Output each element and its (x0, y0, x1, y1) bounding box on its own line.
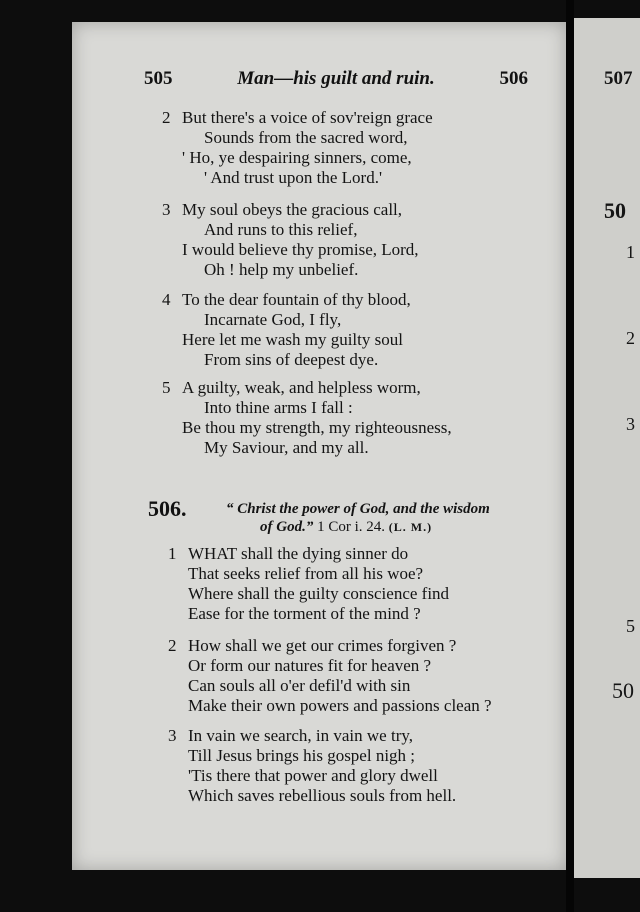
right-page-fragment: 2 (626, 328, 635, 348)
hymn-meter: (L. M.) (388, 520, 433, 534)
verse-line: ' And trust upon the Lord.' (204, 168, 383, 187)
verse-line: That seeks relief from all his woe? (188, 564, 424, 583)
verse-line: Where shall the guilty conscience find (188, 584, 450, 603)
right-page-edge (574, 18, 640, 878)
right-page-number: 507 (604, 68, 633, 89)
hymn505-verse-2 (162, 108, 433, 188)
right-page-fragment: 3 (626, 414, 635, 434)
hymn-number: 506. (148, 496, 187, 521)
verse-line: Into thine arms I fall : (204, 398, 353, 417)
scripture-reference: 1 Cor i. 24. (317, 519, 385, 535)
verse-line: Till Jesus brings his gospel nigh ; (188, 746, 416, 765)
verse-line: But there's a voice of sov'reign grace (182, 108, 433, 127)
verse-line: And runs to this relief, (204, 220, 358, 239)
verse-number: 3 (162, 200, 171, 219)
hymn-title-line: “ Christ the power of God, and the wisdom (226, 501, 490, 517)
right-page-fragment: 1 (626, 242, 635, 262)
verse-line: Incarnate God, I fly, (204, 310, 342, 329)
verse-number: 1 (168, 544, 177, 563)
verse-line: I would believe thy promise, Lord, (182, 240, 419, 259)
verse-number: 4 (162, 290, 171, 309)
verse-line: My soul obeys the gracious call, (182, 200, 403, 219)
book-gutter (566, 0, 574, 912)
verse-line: Ease for the torment of the mind ? (188, 604, 421, 623)
verse-number: 5 (162, 378, 171, 397)
running-title: Man—his guilt and ruin. (237, 68, 435, 89)
verse-line: Which saves rebellious souls from hell. (188, 786, 457, 805)
hymn505-verse-4 (162, 290, 411, 370)
hymn-title (226, 500, 508, 536)
hymn505-verse-3 (162, 200, 419, 280)
verse-line: 'Tis there that power and glory dwell (188, 766, 438, 785)
verse-line: Be thou my strength, my righteousness, (182, 418, 452, 437)
verse-line: Make their own powers and passions clean ? (188, 696, 492, 715)
verse-number: 2 (168, 636, 177, 655)
verse-line: ' Ho, ye despairing sinners, come, (182, 148, 412, 167)
verse-line: In vain we search, in vain we try, (188, 726, 414, 745)
verse-number: 2 (162, 108, 171, 127)
hymn-title-line: of God.” (260, 519, 314, 535)
hymn506-verse-3 (168, 726, 456, 806)
verse-line: Here let me wash my guilty soul (182, 330, 403, 349)
page-number-left: 505 (144, 68, 173, 89)
right-page-fragment: 50 (604, 198, 626, 223)
page-number-right: 506 (499, 68, 528, 89)
hymn506-verse-2 (168, 636, 492, 716)
hymn506-verse-1 (168, 544, 449, 624)
verse-line: My Saviour, and my all. (204, 438, 369, 457)
running-header (144, 68, 528, 92)
verse-line: WHAT shall the dying sinner do (188, 544, 409, 563)
verse-line: Oh ! help my unbelief. (204, 260, 359, 279)
verse-line: Or form our natures fit for heaven ? (188, 656, 432, 675)
verse-number: 3 (168, 726, 177, 745)
verse-line: Sounds from the sacred word, (204, 128, 408, 147)
verse-line: A guilty, weak, and helpless worm, (182, 378, 421, 397)
right-page-fragment: 5 (626, 616, 635, 636)
verse-line: To the dear fountain of thy blood, (182, 290, 411, 309)
hymn505-verse-5 (162, 378, 452, 458)
right-page-fragment: 50 (612, 678, 634, 703)
verse-line: From sins of deepest dye. (204, 350, 379, 369)
verse-line: Can souls all o'er defil'd with sin (188, 676, 411, 695)
verse-line: How shall we get our crimes forgiven ? (188, 636, 457, 655)
